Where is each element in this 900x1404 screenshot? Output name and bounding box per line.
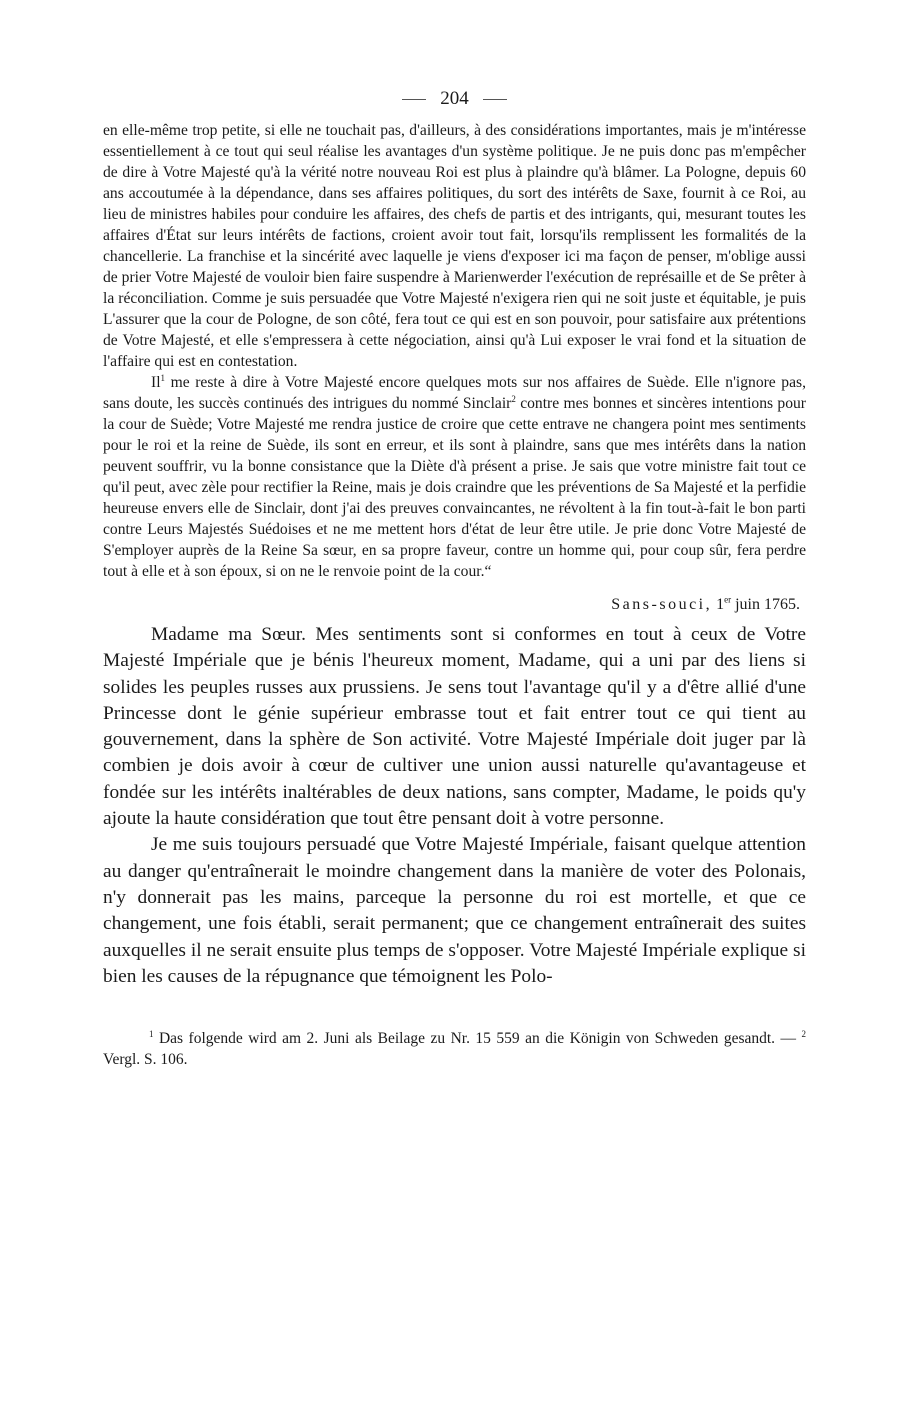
footnote-text: Vergl. S. 106. — [103, 1051, 188, 1069]
footnote-marker: 1 — [149, 1029, 154, 1039]
page-number: 204 — [440, 88, 469, 109]
reply-paragraph: Madame ma Sœur. Mes sentiments sont si conformes en tout à ceux de Votre Majesté Impériale que je bénis l'heureux moment, Madame, qui a uni par des liens si solides les peuples russes aux prussiens. Je sens tout l'avantage qu'il y a d'être allié d'une Princesse dont le génie supérieur embrasse tout et fait entrer tout ce qui tient au gouvernement, dans la sphère de Son activité. Votre Majesté Impériale doit juger par là combien je dois avoir à cœur de cultiver une union aussi naturelle qu'avantageuse et fondée sur les intérêts inaltérables de deux nations, sans compter, Madame, le poids qu'y ajoute la haute considération que tout être pensant doit à votre personne. — [103, 624, 806, 830]
dateline-place: Sans-souci, — [611, 596, 713, 613]
dateline-date: juin 1765. — [731, 596, 800, 613]
footnote — [103, 1028, 806, 1070]
header-dash-right — [483, 99, 507, 100]
letter-text: me reste à dire à Votre Majesté encore quelques mots sur nos affaires de Suède. Elle n'ignore pas, sans doute, les succès continués des intrigues du nommé Sinclair — [103, 374, 806, 412]
header-dash-left — [402, 99, 426, 100]
dateline — [103, 594, 806, 616]
footnote-marker: 2 — [511, 393, 516, 404]
footnote-marker: 1 — [160, 372, 166, 383]
footnotes — [103, 1028, 806, 1070]
reply-paragraph: Je me suis toujours persuadé que Votre Majesté Impériale, faisant quelque attention au danger qu'entraînerait le moindre changement dans la manière de voter des Polonais, n'y donnerait pas les mains, parceque la personne du roi est mortelle, et que ce changement, une fois établi, serait permanent; que ce changement entraînerait des suites auxquelles il ne serait ensuite plus temps de s'opposer. Votre Majesté Impériale explique si bien les causes de la répugnance que témoignent les Polo- — [103, 834, 806, 987]
letter-text: Il — [151, 374, 161, 391]
letter-text: contre mes bonnes et sincères intentions pour la cour de Suède; Votre Majesté me rendra justice de croire que cette entrave ne changera point mes sentiments pour le roi et la reine de Suède, ils sont en erreur, et ils sont à plaindre, sans que mes intérêts dans la nation peuvent souffrir, vu la bonne consistance que la Diète d'à présent a prise. Je sais que votre ministre fait tout ce qu'il peut, avec zèle pour rectifier la Reine, mais je dois craindre que les préventions de Sa Majesté et la perfidie heureuse envers elle de Sinclair, dont j'ai des preuves convaincantes, ne révoltent à la fin tout-à-fait le bon parti contre Leurs Majestés Suédoises et ne me mettent hors d'état de leur être utile. Je prie donc Votre Majesté de S'employer auprès de la Reine Sa sœur, en sa propre faveur, contre un homme qui, pour coup sûr, fera perdre tout à elle et à son époux, si on ne le renvoie point de la cour.“ — [103, 395, 806, 580]
letter-paragraph: en elle-même trop petite, si elle ne touchait pas, d'ailleurs, à des considérations importantes, mais je m'intéresse essentiellement à ce tout qui seul réalise les avantages d'un système politique. Je ne puis donc pas m'empêcher de dire à Votre Majesté qu'à la vérité notre nouveau Roi est plus à plaindre qu'à blâmer. La Pologne, depuis 60 ans accoutumée à la dépendance, dans ses affaires politiques, du sort des intérêts de Saxe, fournit à ce Roi, au lieu de ministres habiles pour conduire les affaires, des chefs de partis et des intrigants, qui, mesurant toutes les affaires d'État sur leurs intérêts de factions, croient avoir tout fait, lorsqu'ils remplissent les formalités de la chancellerie. La franchise et la sincérité avec laquelle je viens d'exposer ici ma façon de penser, m'oblige aussi de prier Votre Majesté de vouloir bien faire suspendre à Marienwerder l'exécution de représaille et de Se prêter à la réconciliation. Comme je suis persuadée que Votre Majesté n'exigera rien qui ne soit juste et équitable, je puis L'assurer que la cour de Pologne, de son côté, fera tout ce qui est en son pouvoir, pour satisfaire aux prétentions de Votre Majesté, et elle s'empressera à cette négociation, ainsi qu'à Lui exposer le vrai fond et la situation de l'affaire qui est en contestation. — [103, 122, 806, 370]
dateline-day: 1 — [716, 596, 725, 613]
footnote-marker: 2 — [801, 1029, 806, 1039]
quoted-letter — [103, 120, 806, 582]
footnote-text: Das folgende wird am 2. Juni als Beilage zu Nr. 15 559 an die Königin von Schweden gesandt. — — [153, 1030, 802, 1048]
reply-letter — [103, 622, 806, 990]
page — [103, 86, 806, 1070]
dateline-day-suffix: er — [724, 594, 732, 605]
letter-paragraph — [103, 372, 806, 582]
page-header — [103, 86, 806, 112]
